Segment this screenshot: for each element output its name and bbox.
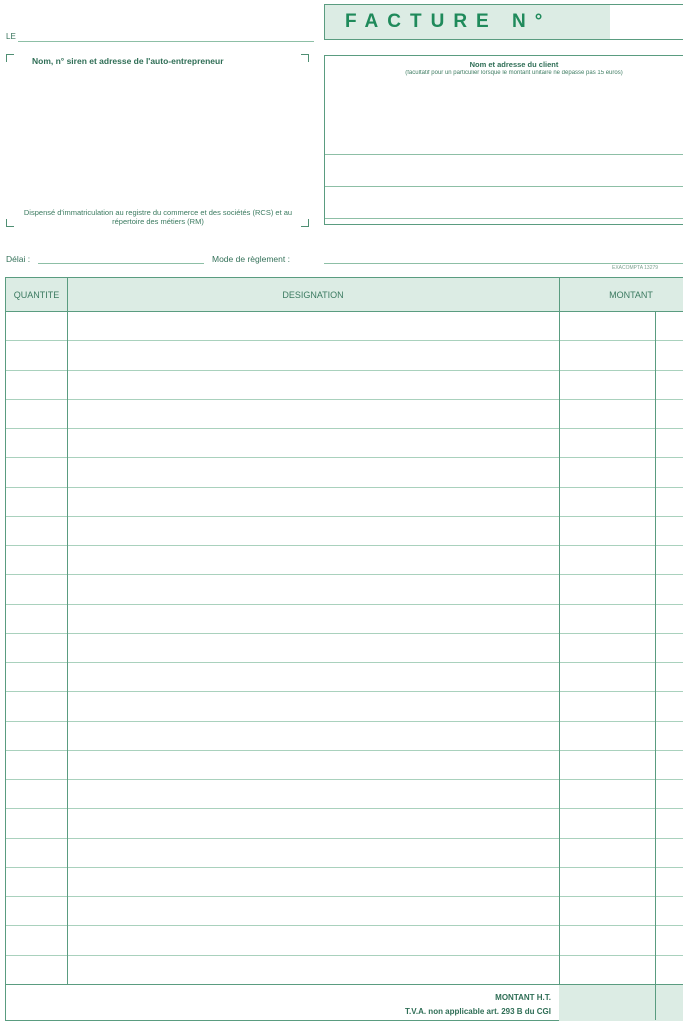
header-designation: DESIGNATION [282, 289, 344, 300]
col-divider-designation [559, 278, 560, 1020]
table-row-line [6, 340, 683, 341]
table-row-line [6, 662, 683, 663]
col-divider-cents [655, 311, 656, 1020]
date-line[interactable] [18, 41, 314, 42]
table-row-line [6, 925, 683, 926]
table-row-line [6, 574, 683, 575]
total-cents-divider [655, 984, 656, 1020]
seller-corner-br [301, 219, 309, 227]
table-row-line [6, 487, 683, 488]
table-row-line [6, 399, 683, 400]
col-divider-quantite [67, 278, 68, 984]
invoice-title-box [324, 4, 683, 40]
client-line [325, 218, 683, 219]
delai-line[interactable] [38, 263, 204, 264]
seller-corner-tl [6, 54, 14, 62]
invoice-title: FACTURE N° [325, 5, 610, 39]
table-row-line [6, 955, 683, 956]
invoice-table [5, 277, 683, 1021]
seller-footer-note: Dispensé d'immatriculation au registre du commerce et des sociétés (RCS) et au répertoire des métiers (RM) [23, 208, 293, 226]
client-box[interactable] [324, 55, 683, 225]
client-line [325, 154, 683, 155]
table-row-line [6, 545, 683, 546]
total-ht-cell[interactable] [559, 984, 683, 1021]
header-montant: MONTANT [609, 289, 653, 300]
table-row-line [6, 867, 683, 868]
client-line [325, 186, 683, 187]
table-row-line [6, 721, 683, 722]
table-row-line [6, 516, 683, 517]
date-label: LE [6, 32, 16, 41]
table-row-line [6, 838, 683, 839]
table-row-line [6, 370, 683, 371]
table-row-line [6, 808, 683, 809]
table-row-line [6, 604, 683, 605]
table-row-line [6, 750, 683, 751]
header-quantite: QUANTITE [13, 289, 60, 300]
table-header [6, 278, 683, 312]
invoice-number-field[interactable] [610, 5, 683, 39]
table-row-line [6, 896, 683, 897]
seller-title: Nom, n° siren et adresse de l'auto-entrepreneur [32, 56, 224, 66]
table-row-line [6, 633, 683, 634]
reference-code: EXACOMPTA 13279 [612, 265, 659, 271]
table-row-line [6, 428, 683, 429]
tva-note: T.V.A. non applicable art. 293 B du CGI [405, 1007, 551, 1016]
reglement-label: Mode de règlement : [212, 254, 290, 264]
seller-corner-bl [6, 219, 14, 227]
montant-ht-label: MONTANT H.T. [495, 993, 551, 1002]
reglement-line[interactable] [324, 263, 683, 264]
client-subtitle: (facultatif pour un particulier lorsque le montant unitaire ne dépasse pas 15 euros) [405, 70, 623, 76]
client-title: Nom et adresse du client [469, 60, 559, 69]
table-row-line [6, 691, 683, 692]
delai-label: Délai : [6, 254, 31, 264]
seller-corner-tr [301, 54, 309, 62]
table-row-line [6, 457, 683, 458]
table-row-line [6, 779, 683, 780]
